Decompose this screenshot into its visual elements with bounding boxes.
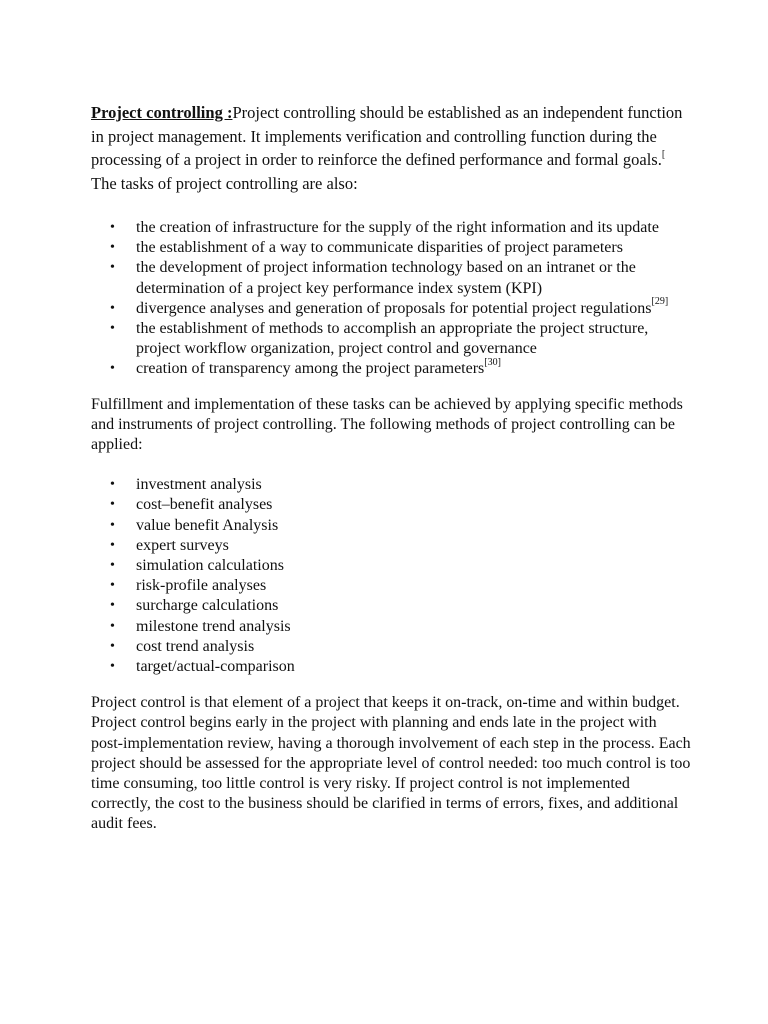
list-item: • surcharge calculations xyxy=(91,596,691,616)
bullet-icon: • xyxy=(110,220,115,235)
intro-text: Project controlling should be established as an independent function in project management. It implements verification and controlling function during the processing of a project in order to reinforce the defined performance and formal goals. xyxy=(91,103,683,169)
list-item: • target/actual-comparison xyxy=(91,657,691,677)
intro-paragraph xyxy=(91,101,691,195)
list-item: • expert surveys xyxy=(91,536,691,556)
list-item: • the development of project information technology based on an intranet or the determination of a project key performance index system (KPI) xyxy=(110,259,636,297)
list-item: • cost trend analysis xyxy=(91,637,691,657)
list-item: • investment analysis xyxy=(91,475,691,495)
list-item: • simulation calculations xyxy=(91,556,691,576)
bullet-icon: • xyxy=(110,598,115,614)
section-heading: Project controlling : xyxy=(91,103,233,122)
closing-paragraph: Project control is that element of a project that keeps it on-track, on-time and within budget. Project control begins early in the project with planning and ends late in the project with post-implementation review, having a thorough involvement of each step in the process. Each project should be assessed for the appropriate level of control needed: too much control is too time consuming, too little control is very risky. If project control is not implemented correctly, the cost to the business should be clarified in terms of errors, fixes, and additional audit fees. xyxy=(91,694,691,833)
bullet-icon: • xyxy=(110,578,115,594)
list-item: • the establishment of methods to accomplish an appropriate the project structure, project workflow organization, project control and governance xyxy=(110,320,649,358)
bullet-icon: • xyxy=(110,517,115,533)
bullet-icon: • xyxy=(110,537,115,553)
bullet-icon: • xyxy=(110,477,115,493)
list-item: • risk-profile analyses xyxy=(91,576,691,596)
intro-tail: The tasks of project controlling are also: xyxy=(91,173,358,193)
bullet-icon: • xyxy=(110,260,115,276)
bullet-icon: • xyxy=(110,659,115,675)
list-item: • creation of transparency among the project parameters[30] xyxy=(91,359,691,379)
list-item: • the establishment of a way to communicate disparities of project parameters xyxy=(91,238,691,258)
intro-reference: [ xyxy=(661,148,666,160)
document-page xyxy=(91,101,691,835)
bullet-icon: • xyxy=(110,240,115,256)
bullet-icon: • xyxy=(110,321,115,337)
bullet-icon: • xyxy=(110,300,115,316)
bullet-icon: • xyxy=(110,558,115,574)
bullet-icon: • xyxy=(110,361,115,377)
list-item: • milestone trend analysis xyxy=(91,617,691,637)
tasks-list xyxy=(91,218,691,380)
bullet-icon: • xyxy=(110,638,115,654)
methods-intro-paragraph: Fulfillment and implementation of these tasks can be achieved by applying specific methods and instruments of project controlling. The following methods of project controlling can be applied: xyxy=(91,395,683,454)
methods-list xyxy=(91,475,691,677)
list-item: • value benefit Analysis xyxy=(91,516,691,536)
list-item: • the creation of infrastructure for the supply of the right information and its update xyxy=(91,218,691,238)
bullet-icon: • xyxy=(110,618,115,634)
list-item: • divergence analyses and generation of proposals for potential project regulations[29] xyxy=(91,299,691,319)
list-item: • cost–benefit analyses xyxy=(91,495,691,515)
bullet-icon: • xyxy=(110,497,115,513)
citation: [30] xyxy=(484,357,501,369)
citation: [29] xyxy=(651,296,669,308)
